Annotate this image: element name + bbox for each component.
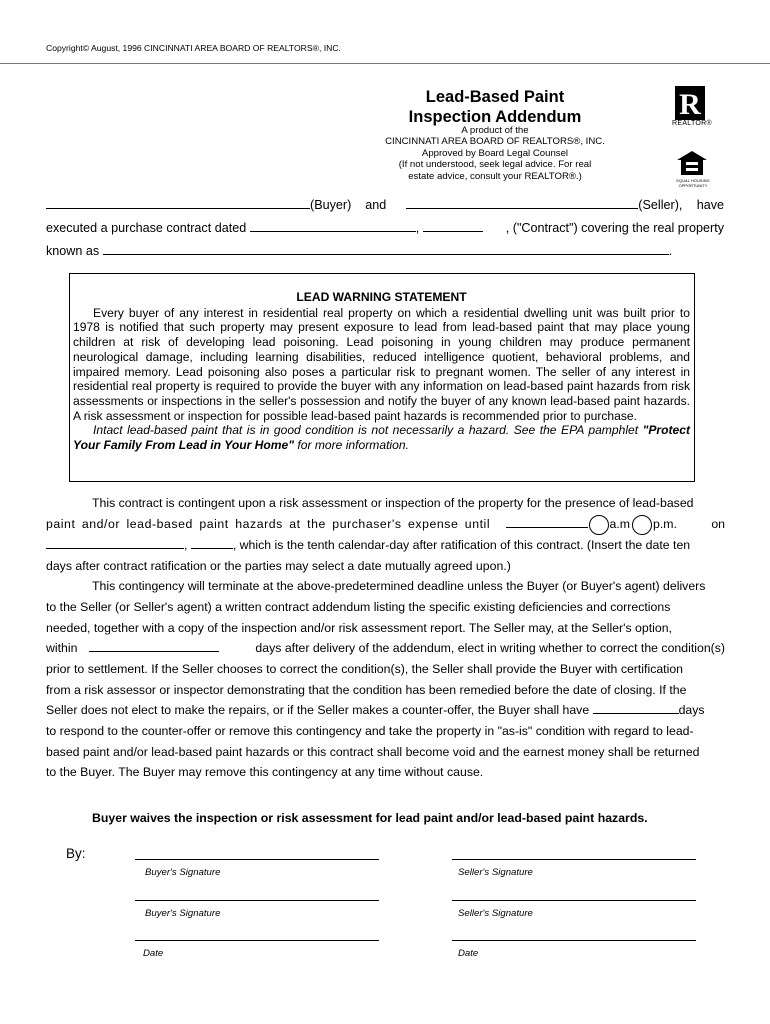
deadline-comma: , [184,538,188,552]
deadline-year-field[interactable] [191,535,233,549]
contingency-p1-line-1: This contract is contingent upon a risk assessment or inspection of the property for the presence of lead-based [92,496,694,510]
buyer-date-line[interactable] [135,940,379,941]
days-label: days [678,703,705,717]
contingency-p1-line-2 [46,514,725,535]
pm-label: p.m. [653,517,677,531]
document-title [380,87,610,127]
am-radio[interactable] [589,515,609,535]
realtor-logo-icon [675,86,705,120]
known-as-period: . [668,244,673,258]
pm-radio[interactable] [632,515,652,535]
note-end: for more information. [294,438,409,453]
seller-date-line[interactable] [452,940,696,941]
contingency-p2-line-10: to the Buyer. The Buyer may remove this contingency at any time without cause. [46,765,484,779]
parties-line-1 [46,195,726,216]
lead-warning-title: LEAD WARNING STATEMENT [296,290,467,304]
buyer-name-field[interactable] [46,195,310,209]
parties-line-2 [46,218,726,239]
deadline-date-field[interactable] [46,535,184,549]
property-address-field[interactable] [103,241,669,255]
realtor-mark: R [679,88,701,120]
date-comma: , [415,221,420,235]
copyright-notice: Copyright© August, 1996 CINCINNATI AREA BOARD OF REALTORS®, INC. [46,43,341,53]
buyer-date-label: Date [143,948,164,959]
tenth-day-text: , which is the tenth calendar-day after ratification of this contract. (Insert the date ten [232,538,691,552]
known-as-label: known as [46,244,100,258]
contingency-p2-line-1: This contingency will terminate at the above-predetermined deadline unless the Buyer (or Buyer's agent) delivers [92,579,706,593]
executed-label: executed a purchase contract dated [46,221,247,235]
contingency-p2-line-3: needed, together with a copy of the inspection and/or risk assessment report. The Seller may, at the Seller's option, [46,621,672,635]
contingency-p2-line-6: from a risk assessor or inspector demonstrating that the condition has been remedied before the date of closing. If the [46,683,687,697]
buyer-response-days-field[interactable] [593,700,679,714]
seller-signature-label-2: Seller's Signature [458,908,533,919]
subtitle-line-4: (If not understood, seek legal advice. For real [398,159,592,171]
seller-date-label: Date [458,948,479,959]
contingency-p2-line-4 [46,638,725,659]
delivery-text: days after delivery of the addendum, elect in writing whether to correct the condition(s) [255,641,725,655]
subtitle-line-5: estate advice, consult your REALTOR®.) [408,170,582,182]
parties-line-3 [46,241,726,262]
lead-warning-body: Every buyer of any interest in residential real property on which a residential dwelling unit was built prior to 1978 is notified that such property may present exposure to lead from lead-based paint that may place young children at risk of developing lead poisoning. Lead poisoning in young children may produce permanent neurological damage, including learning disabilities, reduced intelligence quotient, behavioral problems, and impaired memory. Lead poisoning also poses a particular risk to pregnant women. The seller of any interest in residential real property is required to provide the buyer with any information on lead-based paint hazards from risk assessments or inspections in the seller's possession and notify the buyer of any known lead-based paint hazards. A risk assessment or inspection for possible lead-based paint hazards is recommended prior to purchase. [73,305,690,423]
contingency-p2-line-2: to the Seller (or Seller's agent) a written contract addendum listing the specific existing deficiencies and corrections [46,600,671,614]
contingency-p1-line-3 [46,535,725,556]
lead-warning-box [69,273,695,482]
waiver-statement: Buyer waives the inspection or risk assessment for lead paint and/or lead-based paint hazards. [92,811,648,825]
on-label: on [711,517,725,531]
buyer-signature-label-1: Buyer's Signature [145,867,221,878]
buyer-signature-label-2: Buyer's Signature [145,908,221,919]
seller-signature-line-1[interactable] [452,859,696,860]
equal-housing-label: EQUAL HOUSING OPPORTUNITY [676,178,710,188]
seller-signature-label-1: Seller's Signature [458,867,533,878]
title-line-1: Lead-Based Paint [425,88,565,106]
header-rule [0,63,770,64]
contingency-p2-line-7 [46,700,725,721]
within-label: within [46,641,78,655]
contingency-p2-line-8: to respond to the counter-offer or remove this contingency and take the property in "as-is" condition with regard to lead- [46,724,694,738]
counter-offer-text: Seller does not elect to make the repairs, or if the Seller makes a counter-offer, the Buyer shall have [46,703,590,717]
document-subtitle [370,125,620,182]
until-text: paint and/or lead-based paint hazards at the purchaser's expense until [46,517,491,531]
contract-label: , ("Contract") covering the real property [505,221,724,235]
seller-name-field[interactable] [406,195,638,209]
buyer-signature-line-1[interactable] [135,859,379,860]
have-label: have [696,198,724,212]
realtor-label: REALTOR® [672,120,712,127]
subtitle-line-2: CINCINNATI AREA BOARD OF REALTORS®, INC. [385,136,605,148]
title-line-2: Inspection Addendum [408,108,582,126]
contract-year-field[interactable] [423,218,483,232]
epa-pamphlet-title: "Protect Your Family From Lead in Your Home" [73,423,690,453]
contingency-p2-line-5: prior to settlement. If the Seller chooses to correct the condition(s), the Seller shall provide the Buyer with certification [46,662,684,676]
equal-housing-icon [675,150,709,176]
subtitle-line-1: A product of the [461,125,529,136]
lead-warning-note [73,423,690,452]
and-label: and [365,198,387,212]
subtitle-line-3: Approved by Board Legal Counsel [421,147,569,159]
contingency-p2-line-9: based paint and/or lead-based paint hazards or this contract shall become void and the earnest money shall be returned [46,745,700,759]
contingency-p1-line-4: days after contract ratification or the parties may select a date mutually agreed upon.) [46,559,511,573]
deadline-time-field[interactable] [506,514,588,528]
buyer-label: (Buyer) [310,198,352,212]
by-label: By: [66,846,86,861]
note-start: Intact lead-based paint that is in good condition is not necessarily a hazard. See the EPA pamphlet [93,423,639,438]
buyer-signature-line-2[interactable] [135,900,379,901]
seller-signature-line-2[interactable] [452,900,696,901]
am-label: a.m [609,517,631,531]
seller-label: (Seller), [638,198,683,212]
seller-response-days-field[interactable] [89,638,219,652]
contract-date-field[interactable] [250,218,416,232]
